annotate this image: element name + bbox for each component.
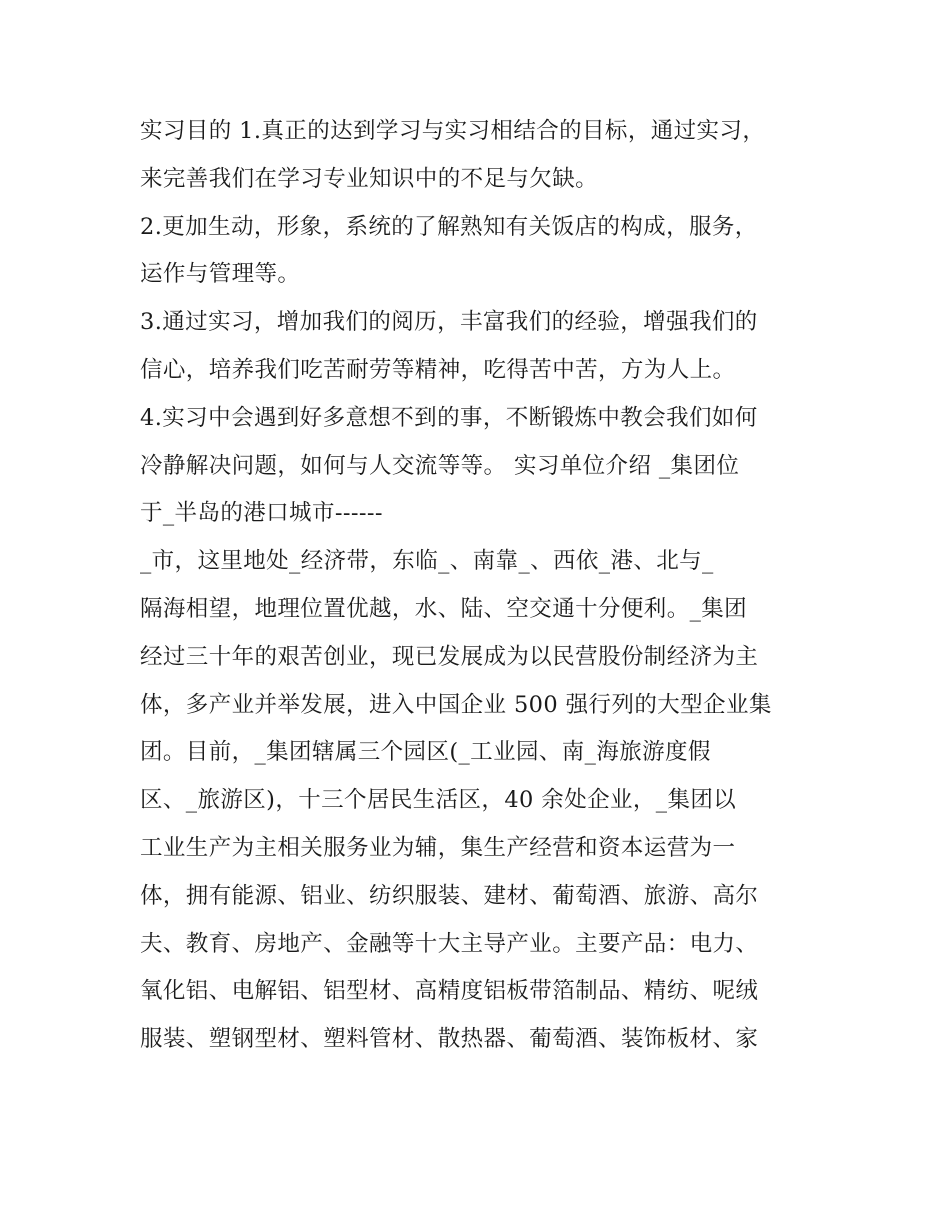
text-line: 经过三十年的艰苦创业，现已发展成为以民营股份制经济为主: [140, 643, 759, 670]
text-line: 于_半岛的港口城市------: [140, 500, 383, 527]
text-line: 工业生产为主相关服务业为辅，集生产经营和资本运营为一: [140, 834, 736, 861]
text-line: 区、_旅游区)，十三个居民生活区，40 余处企业，_集团以: [140, 787, 737, 814]
text-line: 体，多产业并举发展，进入中国企业 500 强行列的大型企业集: [140, 691, 772, 718]
text-line: 隔海相望，地理位置优越，水、陆、空交通十分便利。_集团: [140, 595, 748, 622]
text-line: 实习目的 1.真正的达到学习与实习相结合的目标，通过实习，: [140, 118, 766, 144]
text-line: 夫、教育、房地产、金融等十大主导产业。主要产品：电力、: [140, 930, 759, 957]
text-line: 运作与管理等。: [140, 261, 301, 288]
text-line: _市，这里地处_经济带，东临_、南靠_、西依_港、北与_: [140, 548, 714, 575]
text-line: 来完善我们在学习专业知识中的不足与欠缺。: [140, 165, 599, 192]
text-line: 氧化铝、电解铝、铝型材、高精度铝板带箔制品、精纺、呢绒: [140, 978, 759, 1005]
text-line: 2.更加生动，形象，系统的了解熟知有关饭店的构成，服务，: [140, 213, 758, 240]
body-text: [140, 108, 820, 1064]
text-line: 信心，培养我们吃苦耐劳等精神，吃得苦中苦，方为人上。: [140, 356, 736, 383]
text-line: 服装、塑钢型材、塑料管材、散热器、葡萄酒、装饰板材、家: [140, 1026, 759, 1053]
text-line: 3.通过实习，增加我们的阅历，丰富我们的经验，增强我们的: [140, 309, 758, 336]
text-line: 冷静解决问题，如何与人交流等等。 实习单位介绍 _集团位: [140, 452, 740, 479]
text-line: 4.实习中会遇到好多意想不到的事，不断锻炼中教会我们如何: [140, 404, 758, 431]
text-line: 体，拥有能源、铝业、纺织服装、建材、葡萄酒、旅游、高尔: [140, 882, 759, 909]
text-line: 团。目前，_集团辖属三个园区(_工业园、南_海旅游度假: [140, 739, 711, 766]
